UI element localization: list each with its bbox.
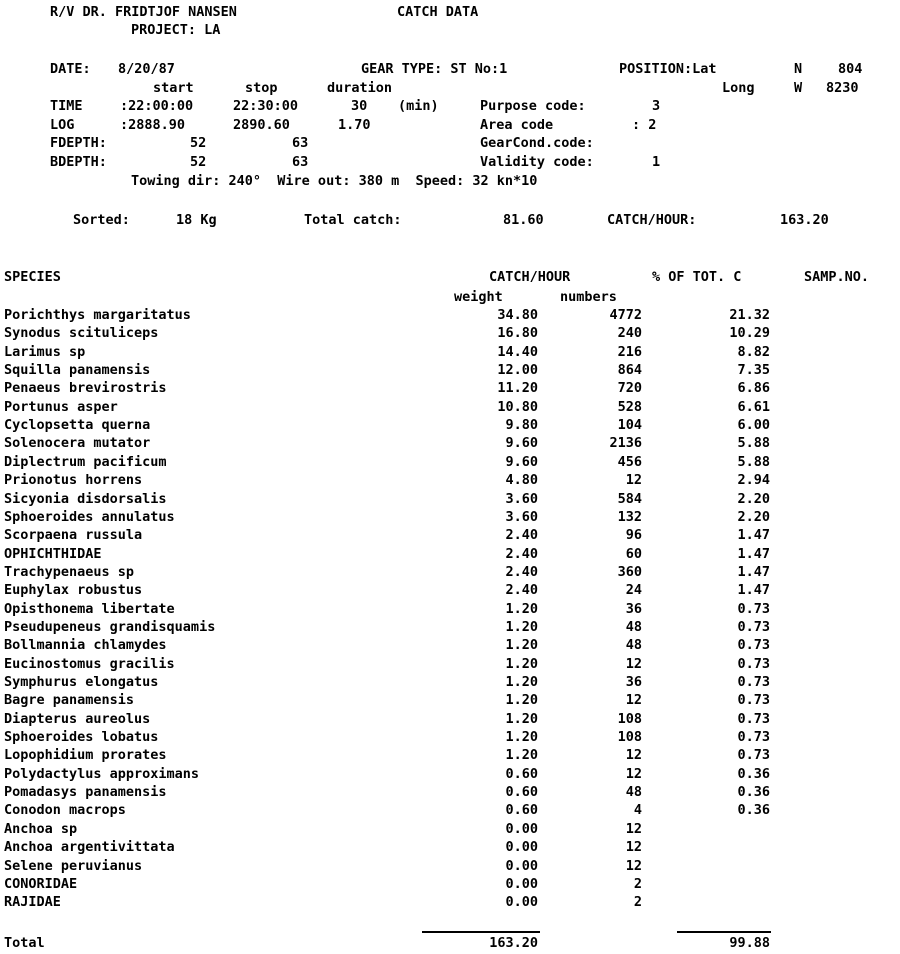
species-numbers: 240 bbox=[617, 325, 642, 342]
project-label: PROJECT: LA bbox=[131, 22, 221, 38]
species-numbers: 36 bbox=[625, 600, 642, 617]
weight-total-rule bbox=[422, 931, 540, 933]
log-label: LOG bbox=[50, 117, 75, 133]
species-pct: 1.47 bbox=[737, 582, 770, 599]
species-pct: 0.36 bbox=[737, 765, 770, 782]
species-numbers: 12 bbox=[625, 820, 642, 837]
species-weight: 3.60 bbox=[505, 490, 538, 507]
log-stop: 2890.60 bbox=[233, 117, 290, 133]
species-name: Scorpaena russula bbox=[4, 527, 143, 544]
species-name: Sphoeroides lobatus bbox=[4, 729, 159, 746]
position-label: POSITION:Lat bbox=[619, 61, 717, 77]
species-name: Euphylax robustus bbox=[4, 582, 143, 599]
sorted-value: 18 Kg bbox=[176, 212, 217, 228]
species-pct: 2.20 bbox=[737, 490, 770, 507]
species-weight: 0.60 bbox=[505, 765, 538, 782]
species-name: Conodon macrops bbox=[4, 802, 126, 819]
species-weight: 1.20 bbox=[505, 618, 538, 635]
species-weight: 4.80 bbox=[505, 472, 538, 489]
species-numbers: 12 bbox=[625, 472, 642, 489]
species-weight: 10.80 bbox=[497, 398, 538, 415]
species-weight: 1.20 bbox=[505, 747, 538, 764]
species-header: SPECIES bbox=[4, 269, 61, 285]
species-name: Bollmannia chlamydes bbox=[4, 637, 167, 654]
date-label: DATE: bbox=[50, 61, 91, 77]
species-name: Anchoa argentivittata bbox=[4, 839, 175, 856]
weight-header: weight bbox=[454, 289, 503, 305]
species-name: Sicyonia disdorsalis bbox=[4, 490, 167, 507]
species-numbers: 108 bbox=[617, 710, 642, 727]
species-weight: 1.20 bbox=[505, 600, 538, 617]
species-weight: 1.20 bbox=[505, 655, 538, 672]
area-label: Area code bbox=[480, 117, 554, 133]
catch-per-hour-label: CATCH/HOUR: bbox=[607, 212, 697, 228]
bdepth-start: 52 bbox=[190, 154, 207, 170]
species-numbers: 4772 bbox=[609, 307, 642, 323]
species-numbers: 2 bbox=[633, 894, 642, 911]
species-name: Anchoa sp bbox=[4, 820, 78, 837]
log-duration: 1.70 bbox=[338, 117, 371, 133]
species-numbers: 360 bbox=[617, 563, 642, 580]
validity-label: Validity code: bbox=[480, 154, 594, 170]
species-pct: 0.73 bbox=[737, 618, 770, 635]
time-label: TIME bbox=[50, 98, 83, 114]
species-pct: 0.73 bbox=[737, 747, 770, 764]
purpose-label: Purpose code: bbox=[480, 98, 586, 114]
species-pct: 0.73 bbox=[737, 692, 770, 709]
long-label: Long bbox=[722, 80, 755, 96]
species-weight: 0.00 bbox=[505, 839, 538, 856]
species-numbers: 4 bbox=[633, 802, 642, 819]
pct-header: % OF TOT. C bbox=[652, 269, 742, 285]
species-numbers: 12 bbox=[625, 857, 642, 874]
species-name: Polydactylus approximans bbox=[4, 765, 200, 782]
species-name: Pomadasys panamensis bbox=[4, 784, 167, 801]
species-name: CONORIDAE bbox=[4, 875, 78, 892]
long-value: 8230 bbox=[826, 80, 859, 96]
species-name: RAJIDAE bbox=[4, 894, 61, 911]
time-stop: 22:30:00 bbox=[233, 98, 299, 114]
species-numbers: 96 bbox=[625, 527, 642, 544]
time-unit: (min) bbox=[398, 98, 439, 114]
species-numbers: 720 bbox=[617, 380, 642, 397]
species-pct: 5.88 bbox=[737, 453, 770, 470]
species-weight: 1.20 bbox=[505, 692, 538, 709]
species-name: Squilla panamensis bbox=[4, 362, 151, 379]
species-numbers: 48 bbox=[625, 637, 642, 654]
date-value: 8/20/87 bbox=[118, 61, 175, 77]
species-name: Portunus asper bbox=[4, 398, 118, 415]
species-pct: 0.73 bbox=[737, 729, 770, 746]
species-weight: 11.20 bbox=[497, 380, 538, 397]
lat-value: 804 bbox=[838, 61, 863, 77]
species-numbers: 12 bbox=[625, 655, 642, 672]
species-pct: 0.73 bbox=[737, 637, 770, 654]
species-pct: 6.86 bbox=[737, 380, 770, 397]
col-duration: duration bbox=[327, 80, 393, 96]
species-pct: 1.47 bbox=[737, 527, 770, 544]
species-name: Pseudupeneus grandisquamis bbox=[4, 618, 216, 635]
species-numbers: 584 bbox=[617, 490, 642, 507]
species-pct: 1.47 bbox=[737, 563, 770, 580]
numbers-header: numbers bbox=[560, 289, 617, 305]
towing-line: Towing dir: 240° Wire out: 380 m Speed: 32 kn*10 bbox=[131, 173, 538, 189]
species-numbers: 132 bbox=[617, 508, 642, 525]
species-pct: 7.35 bbox=[737, 362, 770, 379]
samp-header: SAMP.NO. bbox=[804, 269, 870, 285]
species-pct: 0.73 bbox=[737, 655, 770, 672]
species-numbers: 36 bbox=[625, 674, 642, 690]
species-weight: 9.60 bbox=[505, 453, 538, 470]
species-pct: 0.36 bbox=[737, 802, 770, 819]
log-start: :2888.90 bbox=[120, 117, 186, 133]
species-pct: 8.82 bbox=[737, 343, 770, 360]
gearcond-label: GearCond.code: bbox=[480, 135, 594, 151]
species-pct: 2.94 bbox=[737, 472, 770, 489]
species-name: Eucinostomus gracilis bbox=[4, 655, 175, 672]
document-title: CATCH DATA bbox=[397, 4, 479, 20]
species-weight: 0.60 bbox=[505, 802, 538, 819]
species-weight: 0.00 bbox=[505, 894, 538, 911]
species-pct: 21.32 bbox=[729, 307, 770, 323]
species-weight: 2.40 bbox=[505, 527, 538, 544]
species-name: Porichthys margaritatus bbox=[4, 307, 191, 323]
species-numbers: 12 bbox=[625, 765, 642, 782]
total-pct: 99.88 bbox=[729, 935, 770, 951]
species-weight: 16.80 bbox=[497, 325, 538, 342]
species-weight: 34.80 bbox=[497, 307, 538, 323]
time-duration: 30 bbox=[351, 98, 368, 114]
species-name: Selene peruvianus bbox=[4, 857, 143, 874]
gear-type: GEAR TYPE: ST No:1 bbox=[361, 61, 508, 77]
species-numbers: 456 bbox=[617, 453, 642, 470]
species-name: Symphurus elongatus bbox=[4, 674, 159, 690]
species-weight: 0.00 bbox=[505, 820, 538, 837]
species-name: Diapterus aureolus bbox=[4, 710, 151, 727]
total-weight: 163.20 bbox=[489, 935, 538, 951]
species-weight: 2.40 bbox=[505, 545, 538, 562]
col-start: start bbox=[153, 80, 194, 96]
bdepth-label: BDEPTH: bbox=[50, 154, 107, 170]
catch-hour-header: CATCH/HOUR bbox=[489, 269, 571, 285]
species-numbers: 108 bbox=[617, 729, 642, 746]
species-numbers: 2 bbox=[633, 875, 642, 892]
fdepth-start: 52 bbox=[190, 135, 207, 151]
species-name: Cyclopsetta querna bbox=[4, 417, 151, 434]
species-name: Prionotus horrens bbox=[4, 472, 143, 489]
species-weight: 1.20 bbox=[505, 729, 538, 746]
long-direction: W bbox=[794, 80, 803, 96]
validity-value: 1 bbox=[652, 154, 661, 170]
col-stop: stop bbox=[245, 80, 278, 96]
species-numbers: 24 bbox=[625, 582, 642, 599]
species-numbers: 104 bbox=[617, 417, 642, 434]
species-numbers: 48 bbox=[625, 784, 642, 801]
species-weight: 1.20 bbox=[505, 710, 538, 727]
species-name: Sphoeroides annulatus bbox=[4, 508, 175, 525]
species-weight: 2.40 bbox=[505, 563, 538, 580]
species-pct: 0.73 bbox=[737, 600, 770, 617]
fdepth-label: FDEPTH: bbox=[50, 135, 107, 151]
species-name: Opisthonema libertate bbox=[4, 600, 175, 617]
species-pct: 0.73 bbox=[737, 674, 770, 690]
species-name: Penaeus brevirostris bbox=[4, 380, 167, 397]
species-name: OPHICHTHIDAE bbox=[4, 545, 102, 562]
vessel-name: R/V DR. FRIDTJOF NANSEN bbox=[50, 4, 237, 20]
species-name: Diplectrum pacificum bbox=[4, 453, 167, 470]
total-catch-label: Total catch: bbox=[304, 212, 402, 228]
species-weight: 9.60 bbox=[505, 435, 538, 452]
species-weight: 0.00 bbox=[505, 875, 538, 892]
total-catch-value: 81.60 bbox=[503, 212, 544, 228]
species-weight: 1.20 bbox=[505, 637, 538, 654]
catch-per-hour-value: 163.20 bbox=[780, 212, 829, 228]
purpose-value: 3 bbox=[652, 98, 661, 114]
total-label: Total bbox=[4, 935, 45, 951]
species-pct: 6.61 bbox=[737, 398, 770, 415]
species-pct: 2.20 bbox=[737, 508, 770, 525]
species-numbers: 864 bbox=[617, 362, 642, 379]
species-weight: 9.80 bbox=[505, 417, 538, 434]
species-numbers: 60 bbox=[625, 545, 642, 562]
species-weight: 1.20 bbox=[505, 674, 538, 690]
fdepth-stop: 63 bbox=[292, 135, 309, 151]
species-numbers: 12 bbox=[625, 692, 642, 709]
species-name: Solenocera mutator bbox=[4, 435, 151, 452]
species-name: Synodus scituliceps bbox=[4, 325, 159, 342]
pct-total-rule bbox=[677, 931, 771, 933]
species-name: Trachypenaeus sp bbox=[4, 563, 135, 580]
species-weight: 14.40 bbox=[497, 343, 538, 360]
species-pct: 0.73 bbox=[737, 710, 770, 727]
species-pct: 1.47 bbox=[737, 545, 770, 562]
species-weight: 3.60 bbox=[505, 508, 538, 525]
species-numbers: 216 bbox=[617, 343, 642, 360]
species-numbers: 528 bbox=[617, 398, 642, 415]
area-value: : 2 bbox=[632, 117, 657, 133]
species-pct: 5.88 bbox=[737, 435, 770, 452]
species-weight: 12.00 bbox=[497, 362, 538, 379]
species-weight: 2.40 bbox=[505, 582, 538, 599]
sorted-label: Sorted: bbox=[73, 212, 130, 228]
species-numbers: 2136 bbox=[609, 435, 642, 452]
species-pct: 6.00 bbox=[737, 417, 770, 434]
time-start: :22:00:00 bbox=[120, 98, 194, 114]
bdepth-stop: 63 bbox=[292, 154, 309, 170]
species-name: Larimus sp bbox=[4, 343, 86, 360]
species-weight: 0.00 bbox=[505, 857, 538, 874]
species-name: Bagre panamensis bbox=[4, 692, 135, 709]
species-numbers: 48 bbox=[625, 618, 642, 635]
species-name: Lopophidium prorates bbox=[4, 747, 167, 764]
lat-direction: N bbox=[794, 61, 803, 77]
species-pct: 0.36 bbox=[737, 784, 770, 801]
species-numbers: 12 bbox=[625, 839, 642, 856]
species-weight: 0.60 bbox=[505, 784, 538, 801]
species-pct: 10.29 bbox=[729, 325, 770, 342]
species-numbers: 12 bbox=[625, 747, 642, 764]
